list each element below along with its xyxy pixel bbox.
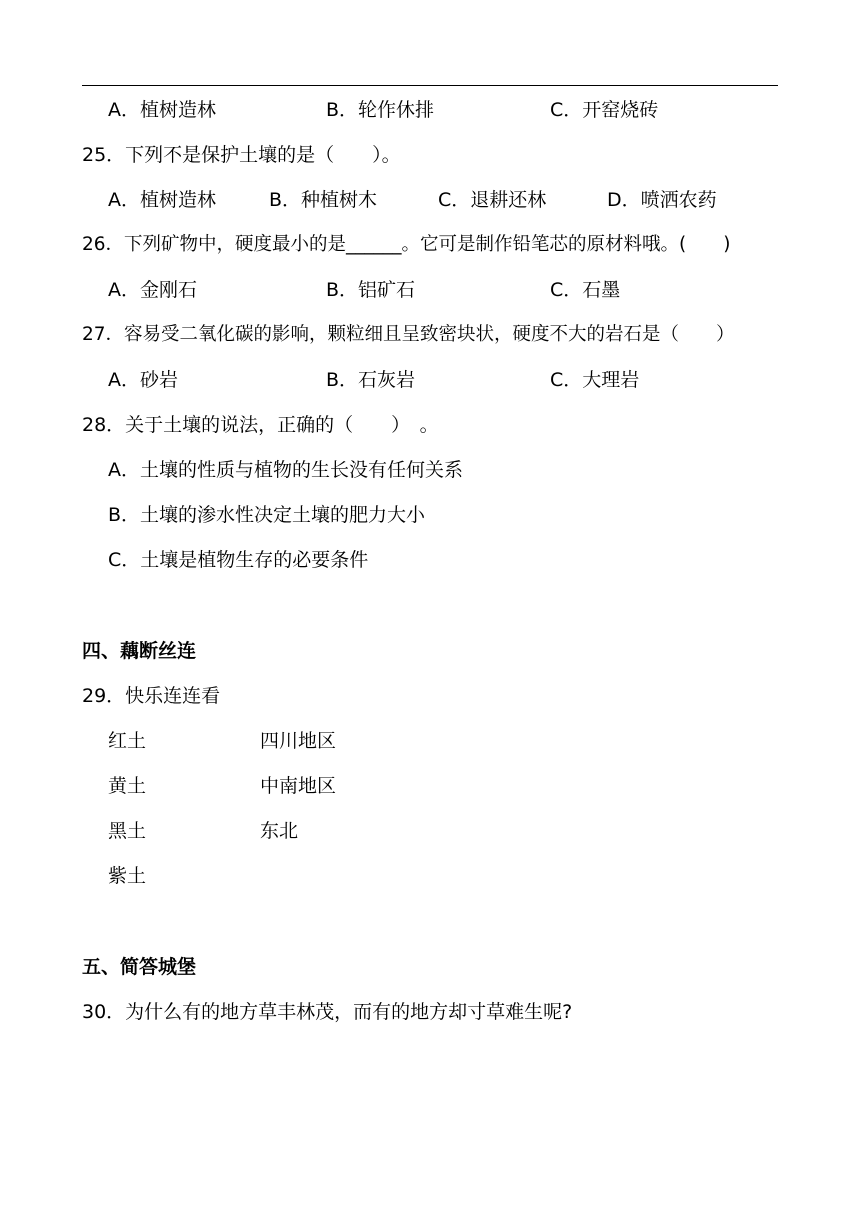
q28-stem: 28．关于土壤的说法，正确的（ ） 。 <box>82 414 439 436</box>
q28-option-a: A．土壤的性质与植物的生长没有任何关系 <box>108 459 463 481</box>
q25-option-b: B．种植树木 <box>269 189 378 211</box>
q25-option-c: C．退耕还林 <box>438 189 547 211</box>
q29-stem: 29．快乐连连看 <box>82 685 221 707</box>
match-left-item: 紫土 <box>108 865 147 887</box>
q24-option-b: B．轮作休排 <box>326 99 435 121</box>
q27-stem: 27．容易受二氧化碳的影响，颗粒细且呈致密块状，硬度不大的岩石是（ ） <box>82 324 735 345</box>
match-right-item: 中南地区 <box>260 775 337 797</box>
match-left-item: 黑土 <box>108 820 147 842</box>
q28-option-b: B．土壤的渗水性决定土壤的肥力大小 <box>108 504 426 526</box>
q28-option-c: C．土壤是植物生存的必要条件 <box>108 549 369 571</box>
q26-stem: 26．下列矿物中，硬度最小的是______。它可是制作铅笔芯的原材料哦。( ) <box>82 234 731 255</box>
match-right-item: 四川地区 <box>260 730 337 752</box>
q26-option-c: C．石墨 <box>550 279 621 301</box>
section-5-title: 五、简答城堡 <box>82 956 197 978</box>
q27-option-b: B．石灰岩 <box>326 369 416 391</box>
q26-option-a: A．金刚石 <box>108 279 197 301</box>
match-right-item: 东北 <box>260 820 299 842</box>
section-4-title: 四、藕断丝连 <box>82 640 197 662</box>
q25-option-d: D．喷洒农药 <box>607 189 717 211</box>
q27-option-a: A．砂岩 <box>108 369 178 391</box>
match-left-item: 黄土 <box>108 775 147 797</box>
q27-option-c: C．大理岩 <box>550 369 640 391</box>
match-left-item: 红土 <box>108 730 147 752</box>
q26-option-b: B．铝矿石 <box>326 279 416 301</box>
q24-option-a: A．植树造林 <box>108 99 216 121</box>
q25-option-a: A．植树造林 <box>108 189 216 211</box>
header-rule <box>82 85 778 86</box>
q25-stem: 25．下列不是保护土壤的是（ ）。 <box>82 144 401 166</box>
q24-option-c: C．开窑烧砖 <box>550 99 659 121</box>
q30-stem: 30．为什么有的地方草丰林茂，而有的地方却寸草难生呢? <box>82 1001 573 1023</box>
